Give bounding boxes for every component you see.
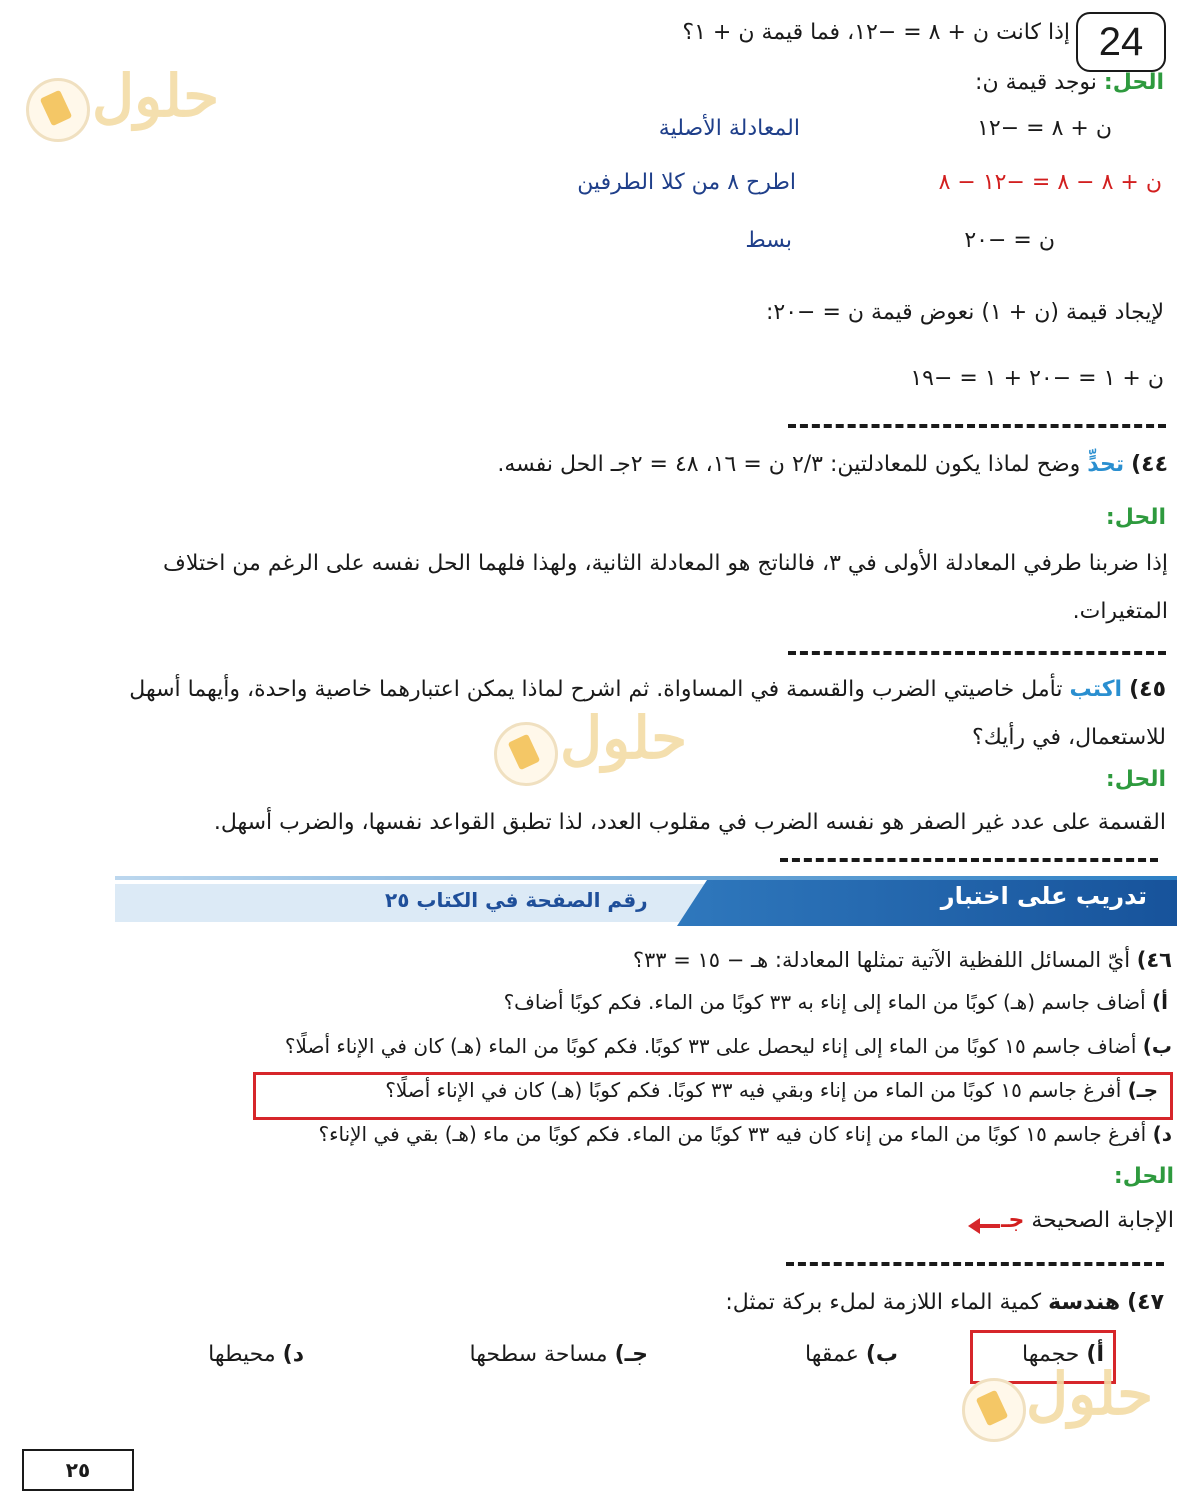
divider: [788, 651, 1166, 655]
answer-text: القسمة على عدد غير الصفر هو نفسه الضرب في مقلوب العدد، لذا تطبق القواعد نفسها، والضرب أسهل.: [213, 810, 1166, 835]
solution-intro: نوجد قيمة ن:: [975, 70, 1097, 95]
step-note: اطرح ٨ من كلا الطرفين: [577, 170, 796, 195]
option-letter: جـ): [614, 1342, 648, 1367]
option-d: [208, 1342, 304, 1367]
find-line: لإيجاد قيمة (ن + ١) نعوض قيمة ن = −٢٠:: [765, 300, 1164, 325]
question-tag: تحدٍّ: [1087, 452, 1125, 477]
solution-label: الحل:: [1105, 505, 1166, 530]
option-text: أضاف جاسم (هـ) كوبًا من الماء إلى إناء به ٣٣ كوبًا من الماء. فكم كوبًا أضاف؟: [503, 990, 1146, 1014]
option-d: [318, 1122, 1172, 1146]
option-letter: د): [282, 1342, 304, 1367]
option-letter: أ): [1086, 1342, 1104, 1367]
option-a: [504, 990, 1168, 1014]
answer-text: إذا ضربنا طرفي المعادلة الأولى في ٣، فالناتج هو المعادلة الثانية، ولهذا فلهما الحل نفسه على الرغم من اختلاف المتغيرات.: [163, 551, 1168, 624]
page-badge: 24: [1076, 12, 1166, 72]
result-line: ن + ١ = −٢٠ + ١ = −١٩: [910, 366, 1164, 391]
question-tag: هندسة: [1048, 1290, 1121, 1315]
arrow-icon: [978, 1224, 1000, 1228]
solution-block-1: [975, 70, 1164, 95]
option-letter: ب): [865, 1342, 898, 1367]
option-letter: د): [1152, 1122, 1172, 1146]
divider: [786, 1262, 1164, 1266]
question-text: أيّ المسائل اللفظية الآتية تمثلها المعادلة: هـ − ١٥ = ٣٣؟: [632, 948, 1131, 972]
question-47: [725, 1290, 1164, 1315]
banner-title: تدريب على اختبار: [940, 882, 1147, 910]
step-equation: ن + ٨ − ٨ = −١٢ − ٨: [938, 170, 1162, 195]
option-text: محيطها: [208, 1342, 276, 1367]
answer-letter: جـ: [1001, 1208, 1025, 1233]
question-tag: اكتب: [1069, 677, 1123, 702]
question-text: وضح لماذا يكون للمعادلتين: ٢/٣ ن = ١٦، ٤٨ = ٢جـ الحل نفسه.: [497, 452, 1081, 477]
question-number: ٤٤): [1131, 452, 1168, 477]
option-letter: ب): [1142, 1034, 1172, 1058]
divider: [788, 424, 1166, 428]
option-text: حجمها: [1022, 1342, 1080, 1367]
section-banner: [115, 874, 1177, 930]
banner-page-ref: رقم الصفحة في الكتاب ٢٥: [385, 888, 648, 912]
watermark-logo: حلول: [560, 704, 688, 772]
option-text: عمقها: [805, 1342, 859, 1367]
option-c: [385, 1078, 1158, 1102]
option-b: [285, 1034, 1172, 1058]
divider: [780, 858, 1158, 862]
question-text: كمية الماء اللازمة لملء بركة تمثل:: [725, 1290, 1042, 1315]
solution-label: الحل:: [1113, 1164, 1174, 1189]
logo-icon: [26, 78, 90, 142]
banner-line: [115, 876, 1177, 880]
question-number: ٤٥): [1129, 677, 1166, 702]
answer-label: الإجابة الصحيحة: [1031, 1208, 1174, 1233]
option-text: مساحة سطحها: [469, 1342, 608, 1367]
step-note: بسط: [745, 228, 792, 253]
answer-line: [1001, 1208, 1174, 1233]
question-44: [497, 452, 1168, 477]
solution-label: الحل:: [1103, 70, 1164, 95]
option-letter: جـ): [1127, 1078, 1158, 1102]
logo-icon: [962, 1378, 1026, 1442]
option-text: أضاف جاسم ١٥ كوبًا من الماء إلى إناء ليحصل على ٣٣ كوبًا. فكم كوبًا من الماء (هـ) كان في الإناء أصلًا؟: [284, 1034, 1137, 1058]
page-number: ٢٥: [22, 1449, 134, 1491]
solution-label: الحل:: [1105, 767, 1166, 792]
question-number: ٤٦): [1136, 948, 1172, 972]
step-note: المعادلة الأصلية: [658, 116, 800, 141]
step-equation: ن + ٨ = −١٢: [977, 116, 1112, 141]
option-letter: أ): [1152, 990, 1168, 1014]
question-text: تأمل خاصيتي الضرب والقسمة في المساواة. ثم اشرح لماذا يمكن اعتبارهما خاصية واحدة، وأيهما أسهل للاستعمال، في رأيك؟: [129, 677, 1166, 750]
watermark-logo: حلول: [92, 62, 220, 130]
option-b: [805, 1342, 898, 1367]
logo-icon: [494, 722, 558, 786]
question-number: ٤٧): [1127, 1290, 1164, 1315]
question-46: [633, 948, 1172, 972]
watermark-logo: حلول: [1026, 1360, 1154, 1428]
option-c: [470, 1342, 648, 1367]
question-line: إذا كانت ن + ٨ = −١٢، فما قيمة ن + ١؟: [682, 20, 1070, 45]
step-equation: ن = −٢٠: [964, 228, 1055, 253]
option-text: أفرغ جاسم ١٥ كوبًا من الماء من إناء كان فيه ٣٣ كوبًا من الماء. فكم كوبًا من ماء (هـ) بقي في الإناء؟: [318, 1122, 1147, 1146]
option-text: أفرغ جاسم ١٥ كوبًا من الماء من إناء وبقي فيه ٣٣ كوبًا. فكم كوبًا (هـ) كان في الإناء أصلًا؟: [385, 1078, 1122, 1102]
